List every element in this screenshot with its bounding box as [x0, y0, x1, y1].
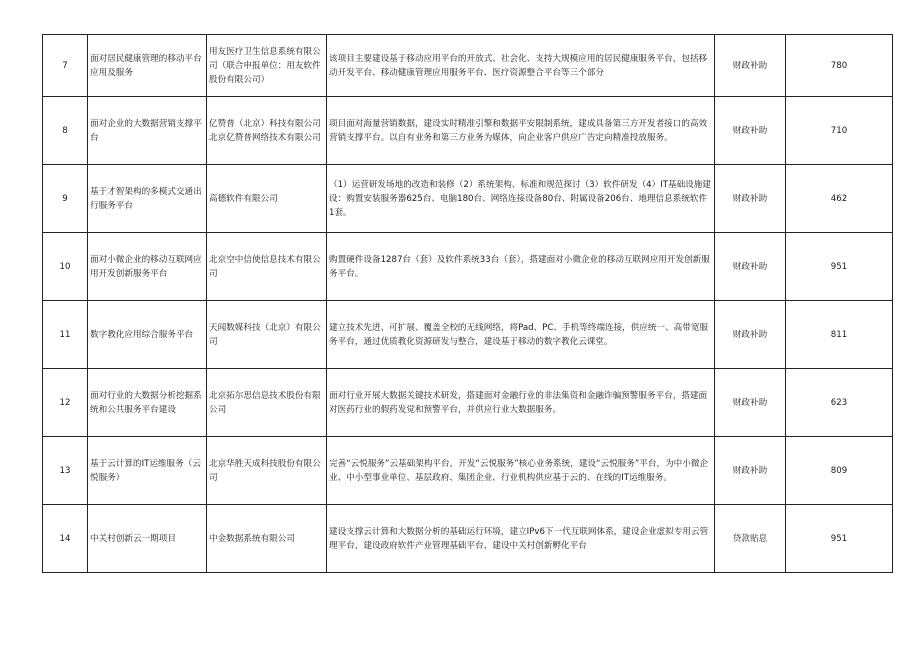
project-name: 基于云计算的IT运维服务（云悦服务） — [88, 437, 207, 505]
company-name: 高德软件有限公司 — [207, 165, 327, 233]
amount: 710 — [786, 97, 893, 165]
project-content: 建立技术先进、可扩展、覆盖全校的无线网络，将Pad、PC、手机等终端连接，供应统一、高带宽服务平台，通过优质教化资源研发与整合，建设基于移动的数字教化云课堂。 — [327, 301, 715, 369]
table-row — [43, 505, 893, 573]
amount: 462 — [786, 165, 893, 233]
project-content: 该项目主要建设基于移动应用平台的开放式、社会化、支持大规模应用的居民健康服务平台，包括移动开发平台、移动健康管理应用服务平台、医疗资源整合平台等三个部分 — [327, 35, 715, 97]
row-number: 11 — [43, 301, 88, 369]
amount: 809 — [786, 437, 893, 505]
project-name: 面对居民健康管理的移动平台应用及服务 — [88, 35, 207, 97]
table-row — [43, 301, 893, 369]
support-type: 财政补助 — [715, 97, 786, 165]
company-name: 北京华胜天成科技股份有限公司 — [207, 437, 327, 505]
support-type: 财政补助 — [715, 233, 786, 301]
project-name: 面对行业的大数据分析挖掘系统和公共服务平台建设 — [88, 369, 207, 437]
project-content: 项目面对海量营销数据，建设实时精准引擎和数据平安限制系统，建成具备第三方开发者接口的高效营销支撑平台。以自有业务和第三方业务为媒体，向企业客户供应广告定向精准投放服务。 — [327, 97, 715, 165]
row-number: 7 — [43, 35, 88, 97]
amount: 951 — [786, 233, 893, 301]
row-number: 14 — [43, 505, 88, 573]
amount: 951 — [786, 505, 893, 573]
company-name: 北京空中信使信息技术有限公司 — [207, 233, 327, 301]
support-type: 财政补助 — [715, 437, 786, 505]
project-content: 完善“云悦服务”云基础架构平台，开发“云悦服务”核心业务系统，建设“云悦服务”平台，为中小微企业、中小型事业单位、基层政府、集团企业、行业机构供应基于云的、在线的IT运维服务。 — [327, 437, 715, 505]
support-type: 财政补助 — [715, 165, 786, 233]
table-row — [43, 437, 893, 505]
project-name: 基于才智架构的多模式交通出行服务平台 — [88, 165, 207, 233]
project-table — [42, 34, 893, 573]
table-row — [43, 233, 893, 301]
row-number: 8 — [43, 97, 88, 165]
company-name: 中金数据系统有限公司 — [207, 505, 327, 573]
row-number: 9 — [43, 165, 88, 233]
company-name: 北京拓尔思信息技术股份有限公司 — [207, 369, 327, 437]
project-content: 购置硬件设备1287台（套）及软件系统33台（套），搭建面对小微企业的移动互联网应用开发创新服务平台。 — [327, 233, 715, 301]
amount: 780 — [786, 35, 893, 97]
table-row — [43, 35, 893, 97]
company-name: 亿赞普（北京）科技有限公司北京亿赞普网络技术有限公司 — [207, 97, 327, 165]
company-name: 天闻数媒科技（北京）有限公司 — [207, 301, 327, 369]
project-name: 中关村创新云一期项目 — [88, 505, 207, 573]
table-row — [43, 97, 893, 165]
support-type: 财政补助 — [715, 35, 786, 97]
support-type: 财政补助 — [715, 301, 786, 369]
amount: 811 — [786, 301, 893, 369]
support-type: 财政补助 — [715, 369, 786, 437]
project-content: （1）运营研发场地的改造和装修（2）系统架构、标准和规范探讨（3）软件研发（4）IT基础设施建设：购置安装服务器625台、电脑180台、网络连接设备80台、附属设备206台、地理信息系统软件1套。 — [327, 165, 715, 233]
project-name: 面对企业的大数据营销支撑平台 — [88, 97, 207, 165]
project-table-sheet — [42, 34, 893, 573]
row-number: 12 — [43, 369, 88, 437]
table-row — [43, 165, 893, 233]
company-name: 用友医疗卫生信息系统有限公司（联合申报单位：用友软件股份有限公司） — [207, 35, 327, 97]
support-type: 贷款贴息 — [715, 505, 786, 573]
project-name: 面对小微企业的移动互联网应用开发创新服务平台 — [88, 233, 207, 301]
project-name: 数字教化应用综合服务平台 — [88, 301, 207, 369]
project-content: 面对行业开展大数据关键技术研发，搭建面对金融行业的非法集资和金融诈骗预警服务平台，搭建面对医药行业的假药发觉和预警平台，并供应行业大数据服务。 — [327, 369, 715, 437]
row-number: 10 — [43, 233, 88, 301]
table-row — [43, 369, 893, 437]
project-content: 建设支撑云计算和大数据分析的基础运行环境，建立IPv6下一代互联网体系，建设企业虚拟专用云管理平台，建设政府软件产业管理基础平台，建设中关村创新孵化平台 — [327, 505, 715, 573]
row-number: 13 — [43, 437, 88, 505]
amount: 623 — [786, 369, 893, 437]
